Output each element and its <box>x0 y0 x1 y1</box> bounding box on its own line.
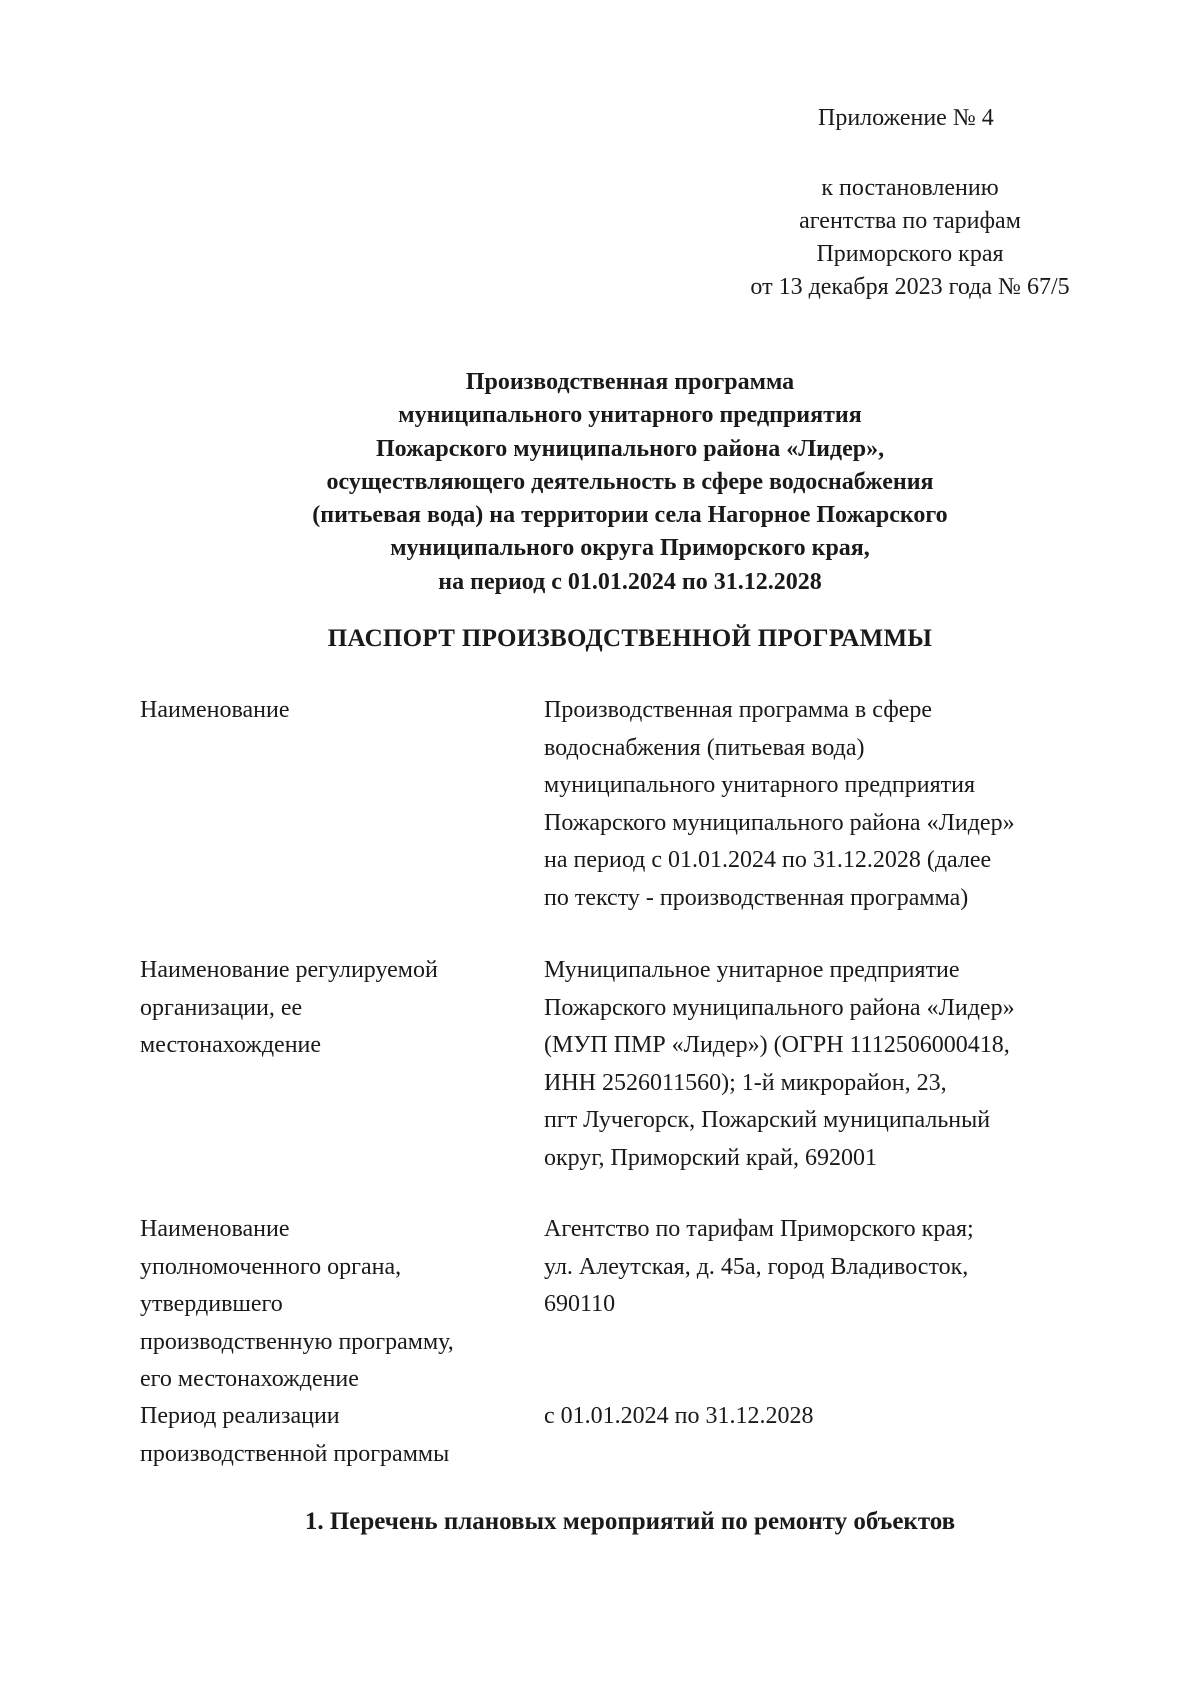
passport-row-3-value <box>544 1211 1124 1324</box>
value-line: Муниципальное унитарное предприятие <box>544 957 960 983</box>
title-line: муниципального унитарного предприятия <box>398 402 862 429</box>
title-line: (питьевая вода) на территории села Нагорное Пожарского <box>312 502 948 529</box>
resolution-line: к постановлению <box>821 175 999 201</box>
section-heading: 1. Перечень плановых мероприятий по ремонту объектов <box>304 1508 956 1535</box>
label-line: Наименование <box>140 1216 290 1242</box>
appendix-number: Приложение № 4 <box>818 105 994 131</box>
passport-heading: ПАСПОРТ ПРОИЗВОДСТВЕННОЙ ПРОГРАММЫ <box>327 625 933 652</box>
label-line: его местонахождение <box>140 1366 359 1392</box>
value-line: ИНН 2526011560); 1-й микрорайон, 23, <box>544 1069 947 1096</box>
value-line: с 01.01.2024 по 31.12.2028 <box>544 1403 814 1429</box>
resolution-line: Приморского края <box>816 241 1004 267</box>
resolution-line: агентства по тарифам <box>799 208 1021 234</box>
passport-row-4-value <box>544 1398 1124 1436</box>
title-line: на период с 01.01.2024 по 31.12.2028 <box>438 568 822 595</box>
value-line: округ, Приморский край, 692001 <box>544 1144 877 1171</box>
passport-row-4-label <box>140 1398 530 1473</box>
label-line: утвердившего <box>140 1291 283 1317</box>
value-line: (МУП ПМР «Лидер») (ОГРН 1112506000418, <box>544 1032 1010 1058</box>
value-line: на период с 01.01.2024 по 31.12.2028 (далее <box>544 847 992 873</box>
value-line: пгт Лучегорск, Пожарский муниципальный <box>544 1107 991 1133</box>
value-line: Агентство по тарифам Приморского края; <box>544 1216 974 1242</box>
title-line: муниципального округа Приморского края, <box>390 535 870 562</box>
title-line: Производственная программа <box>465 369 795 395</box>
label-line: уполномоченного органа, <box>140 1253 402 1280</box>
label-line: Наименование регулируемой <box>140 957 438 983</box>
label-line: Наименование <box>140 697 290 723</box>
resolution-reference <box>700 172 1120 304</box>
resolution-line: от 13 декабря 2023 года № 67/5 <box>750 274 1070 300</box>
value-line: 690110 <box>544 1291 616 1317</box>
passport-row-2-value <box>544 952 1124 1177</box>
passport-row-3-label <box>140 1211 530 1399</box>
document-title <box>150 366 1110 599</box>
title-line: Пожарского муниципального района «Лидер», <box>375 435 885 462</box>
value-line: Пожарского муниципального района «Лидер» <box>544 809 1015 836</box>
label-line: местонахождение <box>140 1032 322 1058</box>
value-line: водоснабжения (питьевая вода) <box>544 734 865 761</box>
title-line: осуществляющего деятельность в сфере водоснабжения <box>326 468 934 495</box>
value-line: Пожарского муниципального района «Лидер» <box>544 994 1015 1021</box>
label-line: производственную программу, <box>140 1328 454 1355</box>
passport-row-1-label <box>140 692 530 730</box>
value-line: ул. Алеутская, д. 45а, город Владивосток, <box>544 1253 969 1280</box>
value-line: муниципального унитарного предприятия <box>544 772 975 798</box>
value-line: по тексту - производственная программа) <box>544 884 969 911</box>
label-line: организации, ее <box>140 994 303 1021</box>
value-line: Производственная программа в сфере <box>544 697 933 723</box>
passport-row-2-label <box>140 952 530 1065</box>
label-line: производственной программы <box>140 1440 450 1467</box>
label-line: Период реализации <box>140 1403 340 1429</box>
passport-row-1-value <box>544 692 1124 917</box>
